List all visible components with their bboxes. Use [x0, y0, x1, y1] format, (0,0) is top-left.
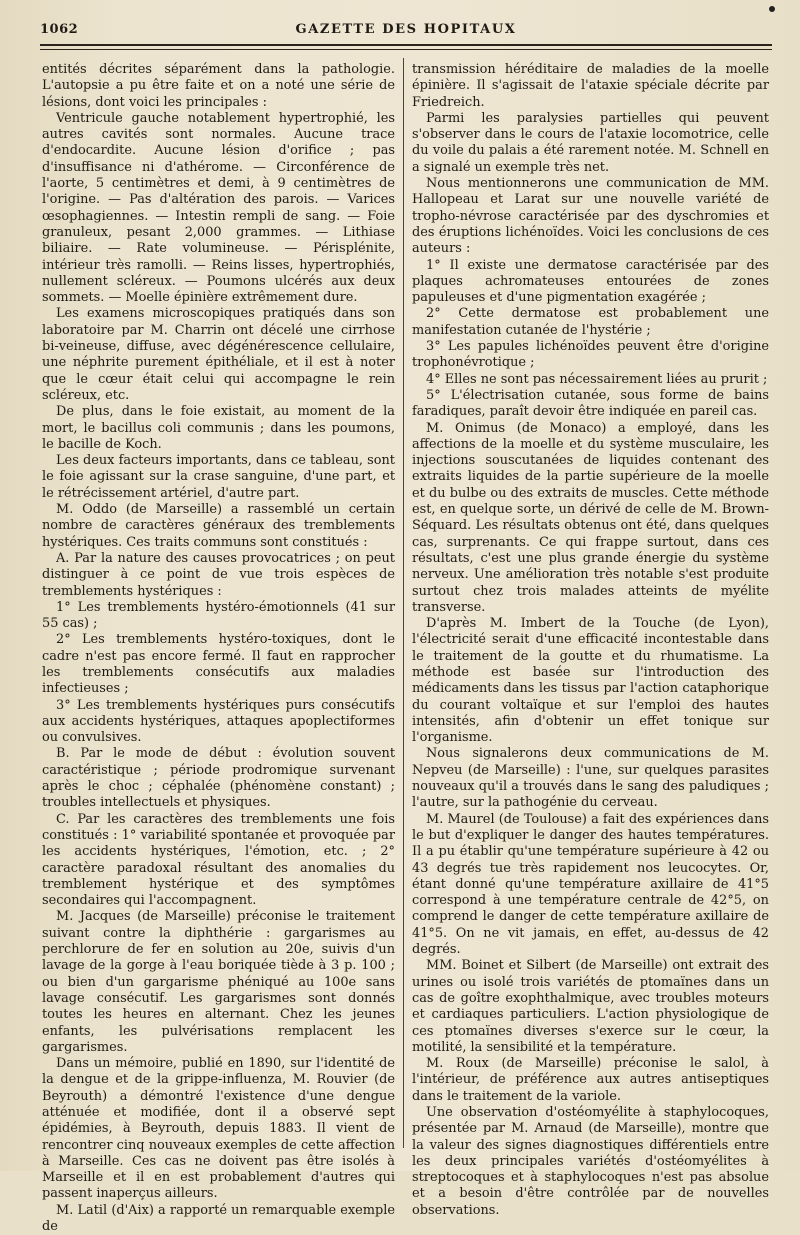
ink-dot: [769, 6, 775, 12]
paragraph: 3° Les tremblements hystériques purs consécutifs aux accidents hystériques, attaques apoplectiformes ou convulsives.: [42, 697, 395, 746]
paragraph: Dans un mémoire, publié en 1890, sur l'identité de la dengue et de la grippe-influenza, M. Rouvier (de Beyrouth) a démontré l'existence d'une dengue atténuée et modifiée, dont il a observé sept épidémies, à Beyrouth, depuis 1883. Il vient de rencontrer cinq nouveaux exemples de cette affection à Marseille. Ces cas ne doivent pas être isolés à Marseille et il en est probablement d'autres qui passent inaperçus ailleurs.: [42, 1056, 395, 1202]
journal-title: GAZETTE DES HOPITAUX: [295, 22, 517, 37]
right-column: [412, 62, 769, 1218]
paragraph: Ventricule gauche notablement hypertrophié, les autres cavités sont normales. Aucune trace d'endocardite. Aucune lésion d'orifice ; pas d'insuffisance ni d'athérome. — Circonférence de l'aorte, 5 centimètres et demi, à 9 centimètres de l'origine. — Pas d'altération des parois. — Varices œsophagiennes. — Intestin rempli de sang. — Foie granuleux, pesant 2,000 grammes. — Lithiase biliaire. — Rate volumineuse. — Périsplénite, intérieur très ramolli. — Reins lisses, hypertrophiés, nullement scléreux. — Poumons ulcérés aux deux sommets. — Moelle épinière extrêmement dure.: [42, 110, 395, 306]
left-column: [42, 62, 395, 1235]
paragraph: Nous mentionnerons une communication de MM. Hallopeau et Larat sur une nouvelle variété de tropho-névrose caractérisée par des dyschromies et des éruptions lichénoïdes. Voici les conclusions de ces auteurs :: [412, 176, 769, 257]
paragraph: B. Par le mode de début : évolution souvent caractéristique ; période prodromique survenant après le choc ; céphalée (phénomène constant) ; troubles intellectuels et physiques.: [42, 746, 395, 811]
paragraph: Les examens microscopiques pratiqués dans son laboratoire par M. Charrin ont décelé une cirrhose bi-veineuse, diffuse, avec dégénérescence cellulaire, une néphrite purement épithéliale, et il est à noter que le cœur était celui qui accompagne le rein scléreux, etc.: [42, 306, 395, 403]
column-divider: [403, 58, 404, 1148]
paragraph: 3° Les papules lichénoïdes peuvent être d'origine trophonévrotique ;: [412, 339, 769, 371]
paragraph: 1° Il existe une dermatose caractérisée par des plaques achromateuses entourées de zones papuleuses et d'une pigmentation exagérée ;: [412, 257, 769, 306]
paragraph: MM. Boinet et Silbert (de Marseille) ont extrait des urines ou isolé trois variétés de ptomaïnes dans un cas de goître exophthalmique, avec troubles moteurs et cardiaques particuliers. L'action physiologique de ces ptomaïnes diverses s'exerce sur le cœur, la motilité, la sensibilité et la température.: [412, 958, 769, 1055]
paragraph: Nous signalerons deux communications de M. Nepveu (de Marseille) : l'une, sur quelques parasites nouveaux qu'il a trouvés dans le sang des paludiques ; l'autre, sur la pathogénie du cerveau.: [412, 746, 769, 811]
paragraph: Parmi les paralysies partielles qui peuvent s'observer dans le cours de l'ataxie locomotrice, celle du voile du palais a été rarement notée. M. Schnell en a signalé un exemple très net.: [412, 110, 769, 175]
paragraph: M. Roux (de Marseille) préconise le salol, à l'intérieur, de préférence aux autres antiseptiques dans le traitement de la variole.: [412, 1056, 769, 1104]
paragraph: M. Jacques (de Marseille) préconise le traitement suivant contre la diphthérie : gargarismes au perchlorure de fer en solution au 20e, suivis d'un lavage de la gorge à l'eau boriquée tiède à 3 p. 100 ; ou bien d'un gargarisme phéniqué au 100e sans lavage consécutif. Les gargarismes sont donnés toutes les heures en alternant. Chez les jeunes enfants, les pulvérisations remplacent les gargarismes.: [42, 909, 395, 1055]
header-rule-thick: [40, 44, 772, 46]
paragraph: M. Oddo (de Marseille) a rassemblé un certain nombre de caractères généraux des tremblements hystériques. Ces traits communs sont constitués :: [42, 502, 395, 550]
paragraph: 1° Les tremblements hystéro-émotionnels (41 sur 55 cas) ;: [42, 599, 395, 632]
paragraph: 2° Cette dermatose est probablement une manifestation cutanée de l'hystérie ;: [412, 306, 769, 338]
paragraph: A. Par la nature des causes provocatrices ; on peut distinguer à ce point de vue trois espèces de tremblements hystériques :: [42, 550, 395, 599]
paragraph: C. Par les caractères des tremblements une fois constitués : 1° variabilité spontanée et provoquée par les accidents hystériques, l'émotion, etc. ; 2° caractère paradoxal résultant des anomalies du tremblement hystérique et des symptômes secondaires qui l'accompagnent.: [42, 811, 395, 909]
paragraph: M. Latil (d'Aix) a rapporté un remarquable exemple de: [42, 1202, 395, 1235]
page-header: [40, 18, 772, 40]
paragraph: 4° Elles ne sont pas nécessairement liées au prurit ;: [426, 371, 768, 387]
paragraph: entités décrites séparément dans la pathologie. L'autopsie a pu être faite et on a noté une série de lésions, dont voici les principales :: [42, 62, 395, 110]
paragraph: Les deux facteurs importants, dans ce tableau, sont le foie agissant sur la crase sanguine, d'une part, et le rétrécissement artériel, d'autre part.: [42, 453, 395, 501]
paragraph: transmission héréditaire de maladies de la moelle épinière. Il s'agissait de l'ataxie spéciale décrite par Friedreich.: [412, 62, 769, 110]
paragraph: M. Maurel (de Toulouse) a fait des expériences dans le but d'expliquer le danger des hautes températures. Il a pu établir qu'une température supérieure à 42 ou 43 degrés tue très rapidement nos leucocytes. Or, étant donné qu'une température axillaire de 41°5 correspond à une température centrale de 42°5, on comprend le danger de cette température axillaire de 41°5. On ne vit jamais, en effet, au-dessus de 42 degrés.: [412, 811, 769, 958]
paragraph: Une observation d'ostéomyélite à staphylocoques, présentée par M. Arnaud (de Marseille), montre que la valeur des signes diagnostiques différentiels entre les deux principales variétés d'ostéomyélites à streptocoques et à staphylocoques n'est pas absolue et a besoin d'être contrôlée par de nouvelles observations.: [412, 1105, 769, 1218]
paragraph: De plus, dans le foie existait, au moment de la mort, le bacillus coli communis ; dans les poumons, le bacille de Koch.: [42, 404, 395, 452]
paragraph: 2° Les tremblements hystéro-toxiques, dont le cadre n'est pas encore fermé. Il faut en rapprocher les tremblements consécutifs aux maladies infectieuses ;: [42, 632, 395, 697]
paragraph: 5° L'électrisation cutanée, sous forme de bains faradiques, paraît devoir être indiquée en pareil cas.: [412, 387, 769, 420]
paragraph: D'après M. Imbert de la Touche (de Lyon), l'électricité serait d'une efficacité incontestable dans le traitement de la goutte et du rhumatisme. La méthode est basée sur l'introduction des médicaments dans les tissus par l'action cataphorique du courant voltaïque et sur l'emploi des hautes intensités, afin d'obtenir un effet tonique sur l'organisme.: [412, 616, 769, 746]
paragraph: M. Onimus (de Monaco) a employé, dans les affections de la moelle et du système musculaire, les injections souscutanées de liquides contenant des extraits liquides de la partie supérieure de la moelle et du bulbe ou des extraits de muscles. Cette méthode est, en quelque sorte, un dérivé de celle de M. Brown-Séquard. Les résultats obtenus ont été, dans quelques cas, surprenants. Ce qui frappe surtout, dans ces résultats, c'est une plus grande énergie du système nerveux. Une amélioration très notable s'est produite surtout chez trois malades atteints de myélite transverse.: [412, 420, 769, 615]
header-rule-thin: [40, 49, 772, 50]
page-number: 1062: [40, 22, 79, 37]
